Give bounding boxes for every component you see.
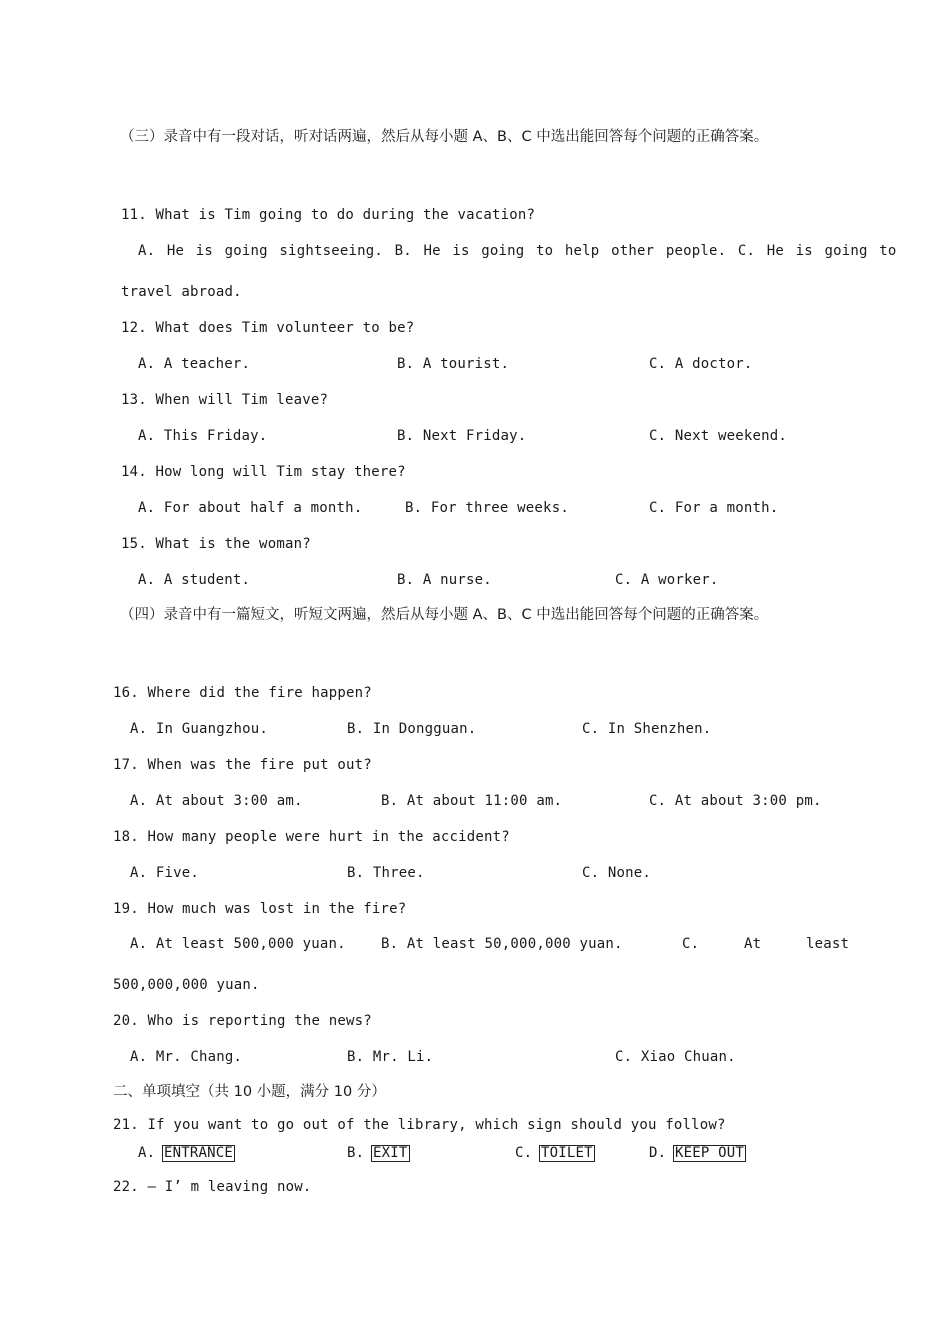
- question-18-option-c: C. None.: [582, 865, 652, 881]
- question-20-stem: 20. Who is reporting the news?: [113, 1013, 372, 1029]
- question-22-stem: 22. — I’ m leaving now.: [113, 1179, 312, 1195]
- question-15-stem: 15. What is the woman?: [121, 536, 311, 552]
- question-19-option-a: A. At least 500,000 yuan.: [130, 936, 346, 952]
- question-12-option-a: A. A teacher.: [138, 356, 251, 372]
- question-21-option-d-sign: [673, 1144, 746, 1162]
- question-17-stem: 17. When was the fire put out?: [113, 757, 372, 773]
- question-21-option-a-letter: A.: [138, 1145, 156, 1161]
- question-15-option-b: B. A nurse.: [397, 572, 492, 588]
- question-21-option-c-sign: [539, 1144, 595, 1162]
- question-14-option-a: A. For about half a month.: [138, 500, 363, 516]
- question-16-stem: 16. Where did the fire happen?: [113, 685, 372, 701]
- sign-exit: EXIT: [373, 1145, 408, 1161]
- question-20-option-c: C. Xiao Chuan.: [615, 1049, 736, 1065]
- question-19-option-c-letter: C.: [682, 936, 700, 952]
- question-21-option-b-letter: B.: [347, 1145, 365, 1161]
- question-12-option-c: C. A doctor.: [649, 356, 753, 372]
- question-19-option-b: B. At least 50,000,000 yuan.: [381, 936, 623, 952]
- question-13-stem: 13. When will Tim leave?: [121, 392, 329, 408]
- question-16-option-b: B. In Dongguan.: [347, 721, 477, 737]
- question-13-option-b: B. Next Friday.: [397, 428, 527, 444]
- question-13-option-c: C. Next weekend.: [649, 428, 788, 444]
- sign-entrance: ENTRANCE: [164, 1145, 234, 1161]
- question-21-option-d-letter: D.: [649, 1145, 667, 1161]
- question-18-option-b: B. Three.: [347, 865, 425, 881]
- question-19-option-c-word2: least: [806, 936, 850, 952]
- question-12-option-b: B. A tourist.: [397, 356, 510, 372]
- question-21-option-a-sign: [162, 1144, 235, 1162]
- question-15-option-a: A. A student.: [138, 572, 251, 588]
- question-14-stem: 14. How long will Tim stay there?: [121, 464, 406, 480]
- question-21-stem: 21. If you want to go out of the library, which sign should you follow?: [113, 1117, 726, 1133]
- question-19-option-c-cont: 500,000,000 yuan.: [113, 977, 260, 993]
- question-19-stem: 19. How much was lost in the fire?: [113, 901, 407, 917]
- question-16-option-c: C. In Shenzhen.: [582, 721, 712, 737]
- sign-keep-out: KEEP OUT: [675, 1145, 745, 1161]
- question-21-option-c-letter: C.: [515, 1145, 533, 1161]
- section-3-header: （三）录音中有一段对话，听对话两遍，然后从每小题 A、B、C 中选出能回答每个问题的正确答案。: [120, 129, 769, 145]
- question-18-option-a: A. Five.: [130, 865, 200, 881]
- question-11-options-cont: travel abroad.: [121, 284, 242, 300]
- question-11-options: A. He is going sightseeing. B. He is going to help other people. C. He is going to: [138, 243, 897, 259]
- question-17-option-a: A. At about 3:00 am.: [130, 793, 303, 809]
- question-20-option-b: B. Mr. Li.: [347, 1049, 434, 1065]
- section-4-header: （四）录音中有一篇短文，听短文两遍，然后从每小题 A、B、C 中选出能回答每个问题的正确答案。: [120, 607, 769, 623]
- part-2-header: 二、单项填空（共 10 小题，满分 10 分）: [113, 1084, 386, 1100]
- question-21-option-b-sign: [371, 1144, 410, 1162]
- question-19-option-c-word1: At: [744, 936, 762, 952]
- question-14-option-b: B. For three weeks.: [405, 500, 569, 516]
- question-17-option-c: C. At about 3:00 pm.: [649, 793, 822, 809]
- question-12-stem: 12. What does Tim volunteer to be?: [121, 320, 415, 336]
- question-11-stem: 11. What is Tim going to do during the vacation?: [121, 207, 536, 223]
- question-16-option-a: A. In Guangzhou.: [130, 721, 269, 737]
- question-13-option-a: A. This Friday.: [138, 428, 268, 444]
- question-15-option-c: C. A worker.: [615, 572, 719, 588]
- question-17-option-b: B. At about 11:00 am.: [381, 793, 563, 809]
- question-18-stem: 18. How many people were hurt in the accident?: [113, 829, 510, 845]
- question-14-option-c: C. For a month.: [649, 500, 779, 516]
- sign-toilet: TOILET: [541, 1145, 593, 1161]
- question-20-option-a: A. Mr. Chang.: [130, 1049, 243, 1065]
